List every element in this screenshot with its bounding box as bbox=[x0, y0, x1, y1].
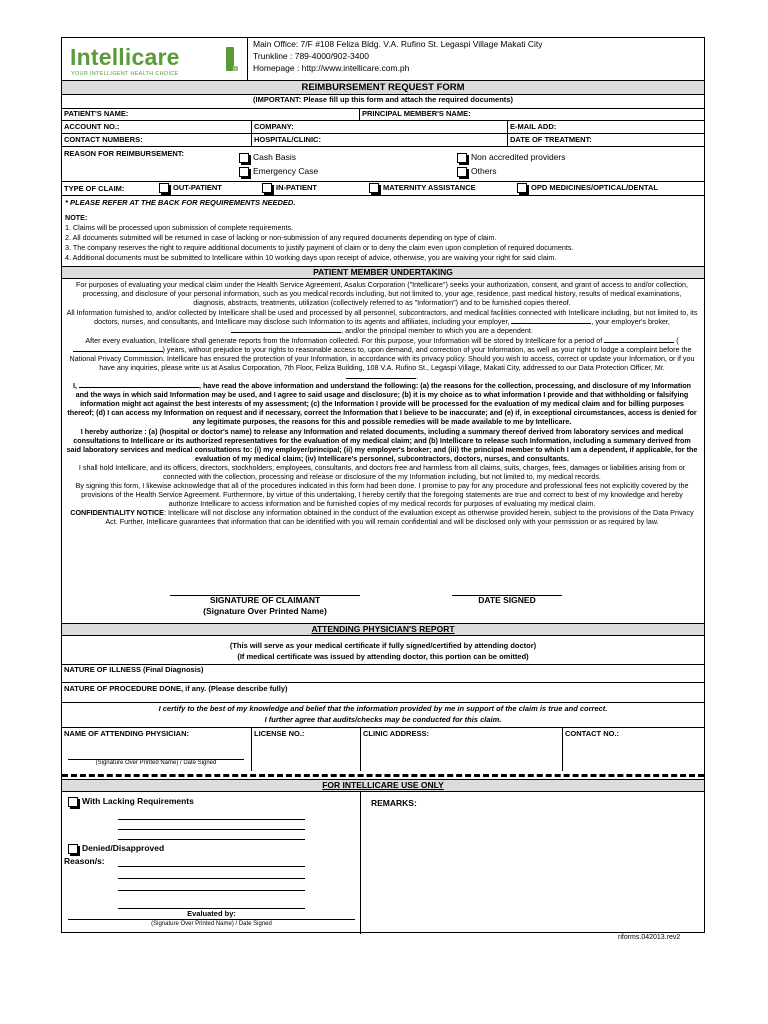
option-label: Cash Basis bbox=[253, 152, 296, 162]
principal-name-label: PRINCIPAL MEMBER'S NAME: bbox=[362, 109, 471, 118]
clinic-address-label: CLINIC ADDRESS: bbox=[363, 729, 429, 738]
physician-certify-1: I certify to the best of my knowledge and belief that the information provided by me in support of the claim is true and correct. bbox=[158, 704, 608, 713]
form-subtitle: (IMPORTANT: Please fill up this form and attach the required documents) bbox=[253, 95, 513, 104]
checkbox-icon[interactable] bbox=[517, 183, 527, 193]
reasons-label: Reason/s: bbox=[64, 856, 105, 866]
contact-numbers-label: CONTACT NUMBERS: bbox=[64, 135, 143, 144]
note-item: 3. The company reserves the right to require additional documents to justify payment of claim or to deny the claim even upon completion of required documents. bbox=[65, 243, 574, 252]
reason-others[interactable] bbox=[457, 166, 497, 177]
checkbox-icon[interactable] bbox=[262, 183, 272, 193]
note-item: 2. All documents submitted will be returned in case of lacking or non-submission of any required documents depending on type of claim. bbox=[65, 233, 497, 242]
undertaking-paragraph: I hereby authorize : (a) (hospital or doctor's name) to release any Information and related documents, including a summary thereof derived from laboratory services and medical consultations to Intellicare or its authorized representatives for the evaluation of my medical claim; and (b) Intellicare to release such Information, including a summary derived from said laboratory services and medical consultations to: (i) my employer/principal; (ii) my employer's broker; and (iii) the principal member to which I am a dependent, if applicable, for the evaluation of my medical claim; (iv) Intellicare's personnel, subcontractors, doctors, nurses, and consultants. bbox=[66, 426, 698, 463]
option-label: Non accredited providers bbox=[471, 152, 566, 162]
note-item: 4. Additional documents must be submitted to Intellicare within 10 working days upon receipt of advice, otherwise, you are waiving your right for said claim. bbox=[65, 253, 557, 262]
option-label: MATERNITY ASSISTANCE bbox=[383, 183, 476, 192]
undertaking-heading: PATIENT MEMBER UNDERTAKING bbox=[62, 267, 704, 278]
undertaking-paragraph: I, , have read the above information and understand the following: (a) the reasons for the collection, processing, and disclosure of my Information and the ways in which said Information may be used, and I agree to said usage and disclosure; (b) it is my choice as to what information I provide and that withholding or falsifying information might act against the best interests of my assessment; (c) the Information I provide will be processed for the evaluation of my medical claim and for billing purposes thereof; (d) I can access my Information on request and if necessary, correct the Information that I believe to be inaccurate; and (e) if, in exceptional circumstances, access is denied for any legitimate purposes, the reasons for this and possible remedies will be made available to me by Intellicare. bbox=[67, 381, 697, 427]
physician-certify-2: I further agree that audits/checks may be conducted for this claim. bbox=[264, 715, 502, 724]
option-label: Denied/Disapproved bbox=[82, 843, 165, 853]
remarks-label: REMARKS: bbox=[371, 798, 417, 808]
date-signed-label: DATE SIGNED bbox=[478, 595, 536, 605]
physician-signature-note: (Signature Over Printed Name) / Date Signed bbox=[95, 760, 217, 766]
undertaking-text bbox=[66, 280, 698, 527]
physician-heading bbox=[62, 624, 704, 635]
license-no-label: LICENSE NO.: bbox=[254, 729, 305, 738]
option-label: With Lacking Requirements bbox=[82, 796, 194, 806]
intellicare-use-heading bbox=[62, 780, 704, 791]
physician-note-1: (This will serve as your medical certificate if fully signed/certified by attending doctor) bbox=[229, 641, 537, 650]
checkbox-icon[interactable] bbox=[369, 183, 379, 193]
undertaking-paragraph: CONFIDENTIALITY NOTICE: Intellicare will not disclose any information obtained in the conduct of the evaluation except as otherwise provided herein, subject to the provisions of the Data Privacy Act. Further, Intellicare guarantees that information that can be identified with you will remain confidential and will be disclosed only with your permission or as required by law. bbox=[70, 508, 694, 527]
account-no-label: ACCOUNT NO.: bbox=[64, 122, 120, 131]
reason-label: REASON FOR REIMBURSEMENT: bbox=[64, 149, 185, 158]
claim-maternity[interactable] bbox=[369, 183, 476, 193]
undertaking-paragraph: For purposes of evaluating your medical claim under the Health Service Agreement, Asalus Corporation ("Intellicare") seeks your authorization, consent, and grant of access to and/or collection, processing, and disclosure of your personal information, such as you medical records including, but not limited to, your age, residence, past medical history, results of medical examinations, diagnosis, abstracts, treatments, utilization (collectively referred to as "Information") and to be furnished copies thereof. bbox=[76, 280, 688, 308]
claimant-signature-label: SIGNATURE OF CLAIMANT bbox=[209, 595, 321, 605]
denied-option[interactable] bbox=[68, 843, 164, 854]
note-item: 1. Claims will be processed upon submission of complete requirements. bbox=[65, 223, 294, 232]
email-label: E-MAIL ADD: bbox=[510, 122, 557, 131]
reason-non-accredited[interactable] bbox=[457, 152, 566, 163]
reason-emergency-case[interactable] bbox=[239, 166, 318, 177]
checkbox-icon[interactable] bbox=[457, 153, 467, 163]
refer-note: * PLEASE REFER AT THE BACK FOR REQUIREMENTS NEEDED. bbox=[65, 198, 296, 207]
claimant-signature-sub: (Signature Over Printed Name) bbox=[203, 606, 327, 616]
option-label: Emergency Case bbox=[253, 166, 319, 176]
checkbox-icon[interactable] bbox=[68, 844, 78, 854]
nature-of-procedure-label: NATURE OF PROCEDURE DONE, if any. (Please describe fully) bbox=[64, 684, 288, 693]
company-logo bbox=[68, 44, 238, 80]
logo-mark-accent-icon bbox=[233, 66, 238, 71]
undertaking-paragraph: After every evaluation, Intellicare shall generate reports from the Information collected. For this purpose, your Information will be stored by Intellicare for a period of () years, without prejudice to your rights to reasonable access to, upon demand, and correction of your Information, as well as your right to lodge a complaint before the National Privacy Commission. Intellicare has ensured the protection of your Information, in accordance with its privacy policy. Should you wish to access, correct or update your Information, or if you have any inquiries, please write us at Asalus Corporation, 7th Floor, Feliza Building, 108 V.A. Rufino St., Legaspi Village, Makati City, addressed to our Data Protection Officer, Mr.. bbox=[69, 335, 695, 381]
option-label: Others bbox=[471, 166, 497, 176]
undertaking-paragraph: I shall hold Intellicare, and its officers, directors, stockholders, employees, consultants, and doctors free and harmless from all claims, suits, charges, fees, damages or liabilities arising from or connected with the collection, processing and release or disclosure of the my Information including, but not limited to, my medical records. bbox=[78, 462, 686, 481]
claim-out-patient[interactable] bbox=[159, 183, 222, 193]
logo-tagline: YOUR INTELLIGENT HEALTH CHOICE bbox=[71, 71, 179, 77]
checkbox-icon[interactable] bbox=[68, 797, 78, 807]
office-address: Main Office: 7/F #108 Feliza Bldg. V.A. Rufino St. Legaspi Village Makati City bbox=[253, 39, 543, 49]
evaluated-by-label: Evaluated by: bbox=[187, 909, 236, 918]
intellicare-use-heading-text: FOR INTELLICARE USE ONLY bbox=[322, 780, 444, 790]
claim-in-patient[interactable] bbox=[262, 183, 317, 193]
hospital-label: HOSPITAL/CLINIC: bbox=[254, 135, 321, 144]
physician-heading-text: ATTENDING PHYSICIAN'S REPORT bbox=[311, 624, 455, 634]
note-heading: NOTE: bbox=[65, 213, 88, 222]
option-label: OPD MEDICINES/OPTICAL/DENTAL bbox=[531, 183, 658, 192]
claim-opd-medicines[interactable] bbox=[517, 183, 658, 193]
physician-note-2: (If medical certificate was issued by attending doctor, this portion can be omitted) bbox=[237, 652, 529, 661]
reason-cash-basis[interactable] bbox=[239, 152, 296, 163]
checkbox-icon[interactable] bbox=[159, 183, 169, 193]
option-label: IN-PATIENT bbox=[276, 183, 317, 192]
lacking-requirements-option[interactable] bbox=[68, 796, 194, 807]
nature-of-illness-label: NATURE OF ILLNESS (Final Diagnosis) bbox=[64, 665, 204, 674]
date-of-treatment-label: DATE OF TREATMENT: bbox=[510, 135, 592, 144]
trunkline: Trunkline : 789-4000/902-3400 bbox=[253, 51, 369, 61]
form-code: riforms.042013.rev2 bbox=[618, 934, 681, 941]
logo-text: Intellicare bbox=[70, 44, 180, 70]
reimbursement-form bbox=[61, 37, 705, 933]
type-of-claim-label: TYPE OF CLAIM: bbox=[64, 184, 125, 193]
undertaking-paragraph: By signing this form, I likewise acknowledge that all of the procedures indicated in this form had been done. I promise to pay for any procedure and professional fees not explicitly covered by the provisions of the Health Service Agreement. Furthermore, by virtue of this undertaking, I hereby certify that the foregoing statements are true and correct to best of my knowledge and hereby authorize Intellicare to access information and be furnished copies of my medical records for purposes of evaluating my medical claim. bbox=[75, 481, 689, 509]
homepage-link[interactable]: Homepage : http://www.intellicare.com.ph bbox=[253, 63, 410, 73]
undertaking-paragraph: All Information furnished to, and/or collected by Intellicare shall be used and processed by all personnel, subcontractors, and medical facilities connected with Intellicare including, but not limited to, its doctors, nurses, and consultants, and Intellicare may disclose such Information to its agents and affiliates, including your employer, , your employer's broker, , and/or the principal member to which you are a dependent. bbox=[66, 308, 698, 336]
contact-no-label: CONTACT NO.: bbox=[565, 729, 620, 738]
company-label: COMPANY: bbox=[254, 122, 294, 131]
evaluator-signature-note: (Signature Over Printed Name) / Date Signed bbox=[151, 921, 272, 927]
checkbox-icon[interactable] bbox=[457, 167, 467, 177]
checkbox-icon[interactable] bbox=[239, 167, 249, 177]
patient-name-label: PATIENT'S NAME: bbox=[64, 109, 129, 118]
checkbox-icon[interactable] bbox=[239, 153, 249, 163]
physician-name-label: NAME OF ATTENDING PHYSICIAN: bbox=[64, 729, 189, 738]
option-label: OUT-PATIENT bbox=[173, 183, 222, 192]
form-title: REIMBURSEMENT REQUEST FORM bbox=[62, 81, 704, 94]
